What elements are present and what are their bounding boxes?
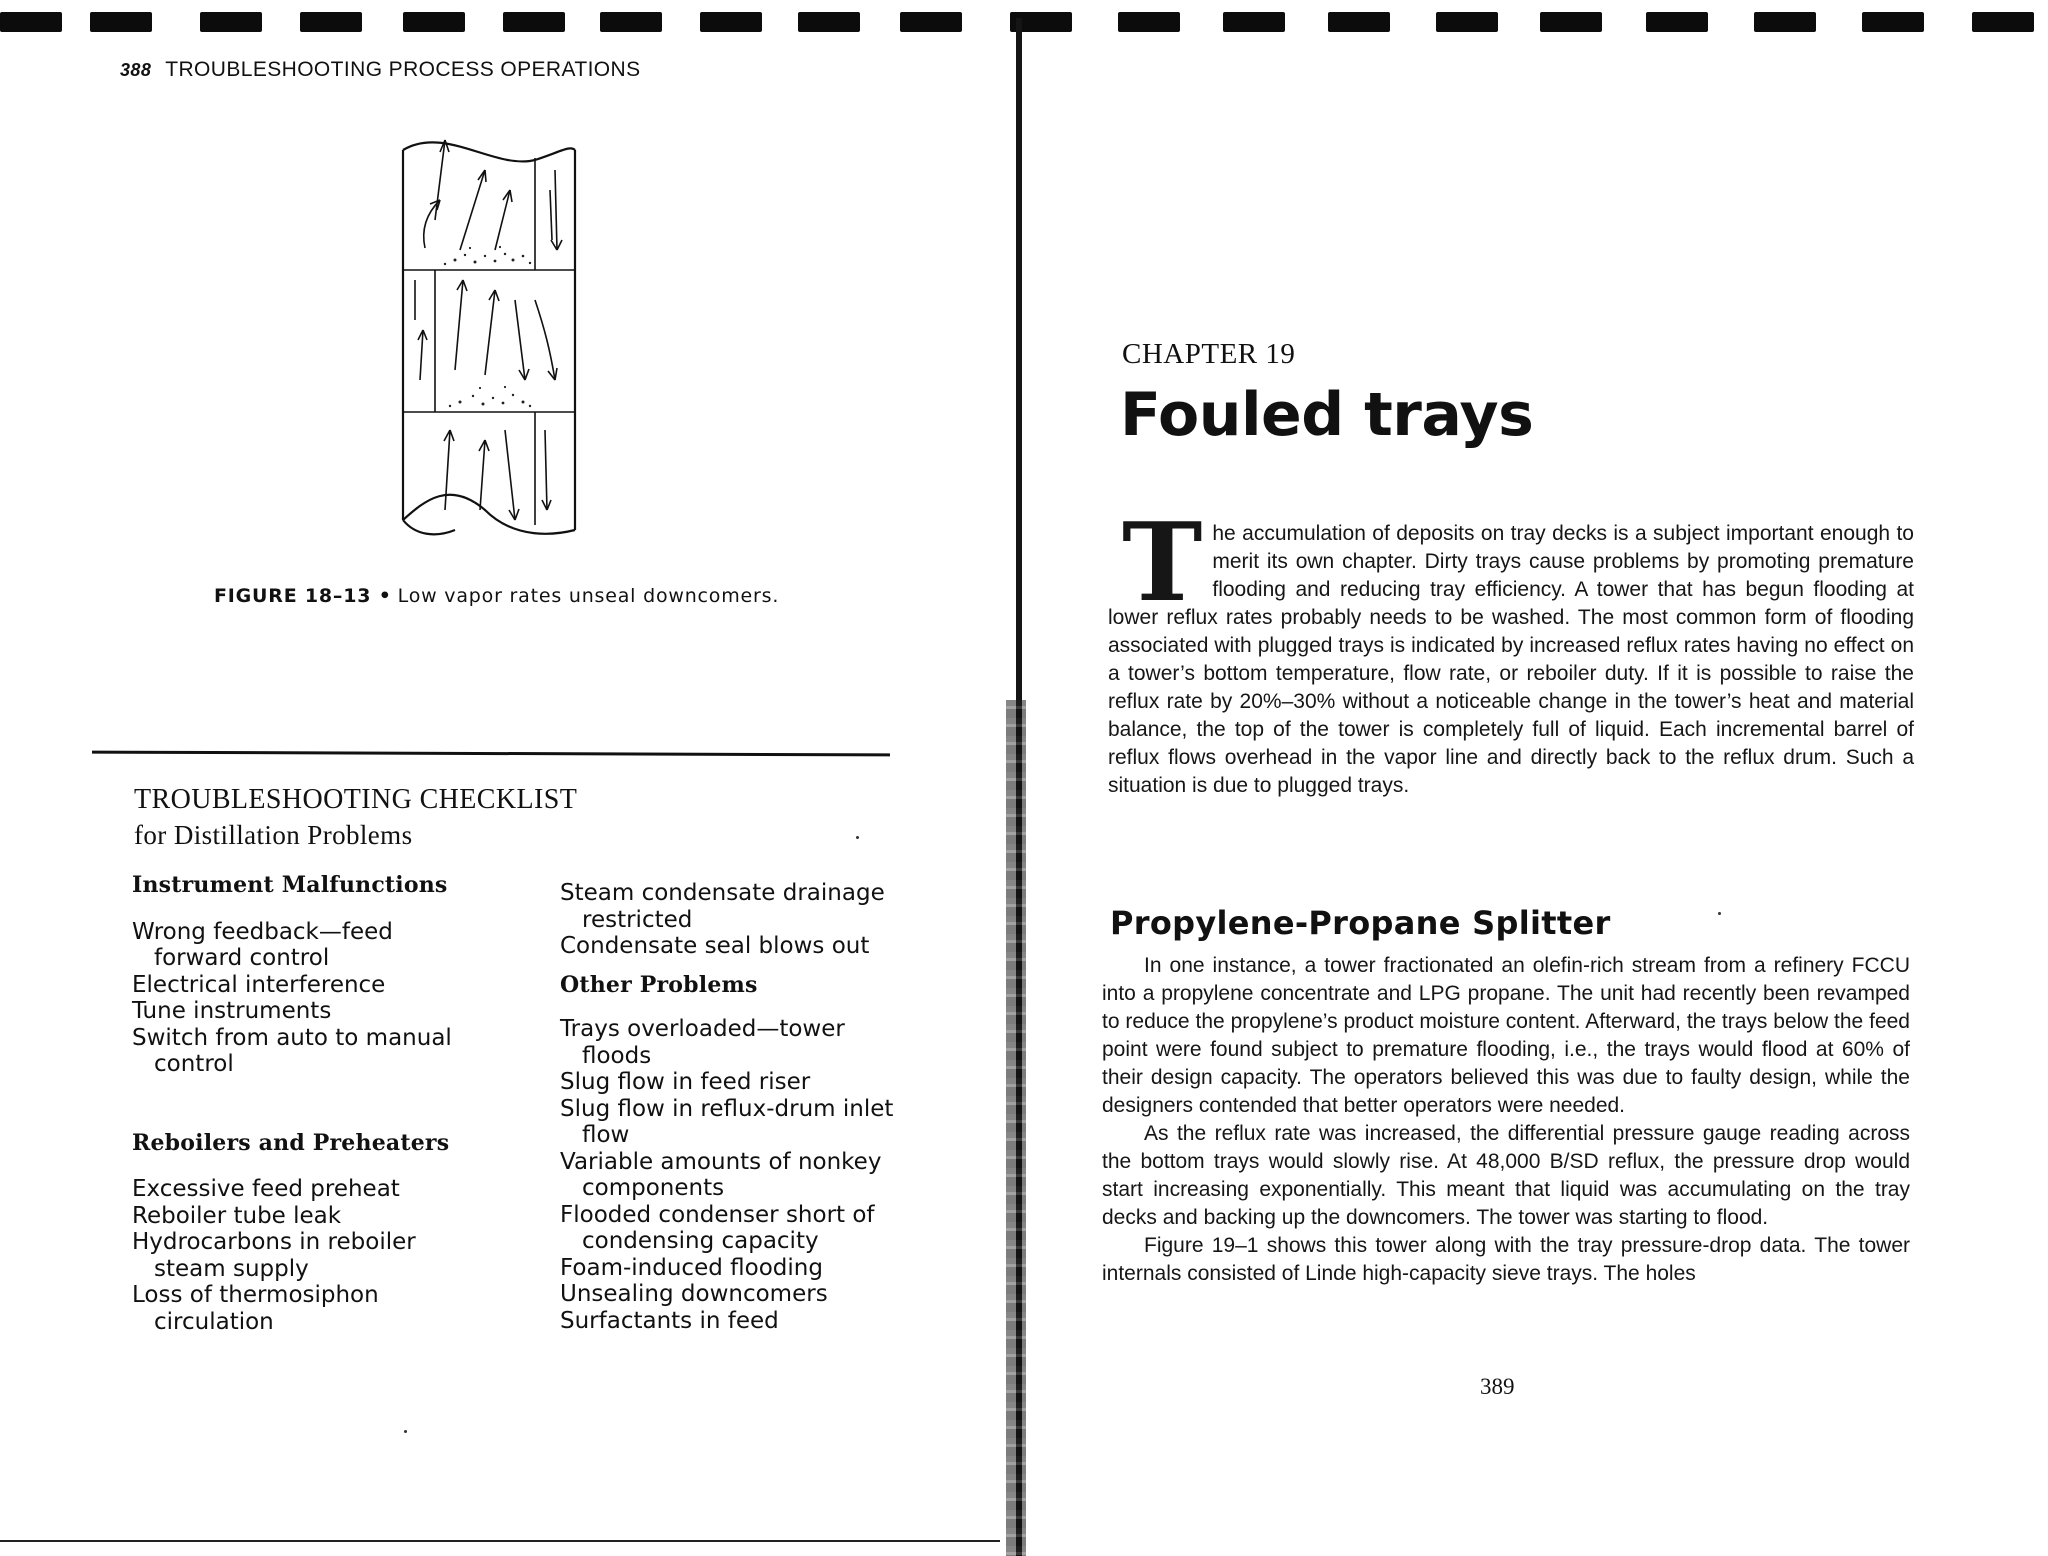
checklist-item: Tune instruments (132, 998, 332, 1024)
page-gutter-shadow (1006, 700, 1026, 1556)
binding-hole (403, 12, 465, 32)
scan-speck (856, 836, 859, 839)
binding-hole (300, 12, 362, 32)
scan-speck (404, 1430, 407, 1433)
intro-text: he accumulation of deposits on tray decks is a subject important enough to merit its own chapter. Dirty trays cause problems by promoting premature flooding and reducing tray efficiency. A tower that has begun flooding at lower reflux rates probably needs to be washed. The most common form of flooding associated with plugged trays is indicated by increased reflux rates having no effect on a tower’s bottom temperature, flow rate, or reboiler duty. If it is possible to raise the reflux rate by 20%–30% without a noticeable change in the tower’s heat and material balance, the top of the tower is completely full of liquid. Each incremental barrel of reflux flows overhead in the vapor line and directly back to the reflux drum. Such a situation is due to plugged trays. (1108, 522, 1914, 797)
checklist-item: Excessive feed preheat (132, 1176, 400, 1202)
checklist-subtitle: for Distillation Problems (134, 820, 413, 850)
binding-hole (1436, 12, 1498, 32)
intro-paragraph (1108, 500, 1914, 800)
checklist-item: Wrong feedback—feed forward control (132, 918, 393, 971)
binding-hole (1540, 12, 1602, 32)
checklist-item: Steam condensate drainage restricted (560, 880, 885, 933)
column-bottom-edge (403, 495, 575, 534)
binding-hole (1862, 12, 1924, 32)
checklist-heading: Other Problems (560, 971, 758, 998)
checklist-column-1 (132, 872, 472, 1335)
checklist-item: Trays overloaded—tower floods (560, 1016, 845, 1069)
checklist-title: TROUBLESHOOTING CHECKLIST (134, 784, 578, 815)
checklist-item: Variable amounts of nonkey components (560, 1148, 882, 1201)
section-body (1102, 952, 1910, 1288)
checklist-column-2 (560, 880, 920, 1334)
body-paragraph: In one instance, a tower fractionated an olefin-rich stream from a refinery FCCU into a propylene concentrate and LPG propane. The unit had recently been revamped to reduce the propylene’s product moisture content. Afterward, the trays below the feed point were found subject to premature flooding, i.e., the trays would flood at 60% of their design capacity. The operators believed this was due to faulty design, while the designers contended that better operators were needed. (1102, 954, 1910, 1117)
column-top-edge (403, 142, 575, 161)
section-heading: Propylene-Propane Splitter (1110, 904, 1611, 942)
body-paragraph: Figure 19–1 shows this tower along with the tray pressure-drop data. The tower internals consisted of Linde high-capacity sieve trays. The holes (1102, 1234, 1910, 1285)
checklist-item: Switch from auto to manual control (132, 1024, 452, 1077)
binding-hole (1972, 12, 2034, 32)
binding-hole (1118, 12, 1180, 32)
chapter-label: CHAPTER 19 (1122, 338, 1296, 370)
binding-hole (600, 12, 662, 32)
checklist-heading: Reboilers and Preheaters (132, 1129, 450, 1156)
binding-holes (0, 0, 2048, 40)
binding-hole (900, 12, 962, 32)
binding-hole (700, 12, 762, 32)
bottom-rule (0, 1540, 1000, 1542)
figure-label: FIGURE 18–13 • (214, 585, 392, 607)
checklist-item: Unsealing downcomers (560, 1281, 828, 1307)
binding-hole (200, 12, 262, 32)
binding-hole (90, 12, 152, 32)
right-page-number: 389 (1480, 1374, 1515, 1399)
binding-hole (1646, 12, 1708, 32)
checklist-item: Foam-induced flooding (560, 1254, 823, 1281)
body-paragraph: As the reflux rate was increased, the differential pressure gauge reading across the bottom trays would slowly rise. At 48,000 B/SD reflux, the pressure drop would start increasing exponentially. This meant that liquid was accumulating on the tray decks and backing up the downcomers. The tower was starting to flood. (1102, 1122, 1910, 1229)
checklist-item: Loss of thermosiphon circulation (132, 1282, 379, 1335)
figure-caption-text: Low vapor rates unseal downcomers. (397, 585, 780, 607)
checklist-item: Slug flow in feed riser (560, 1069, 811, 1095)
binding-hole (0, 12, 62, 32)
checklist-item: Electrical interference (132, 971, 386, 998)
tower-figure (385, 130, 645, 550)
binding-hole (798, 12, 860, 32)
checklist-item: Condensate seal blows out (560, 933, 870, 959)
running-head-text: TROUBLESHOOTING PROCESS OPERATIONS (165, 58, 641, 81)
section-rule (92, 751, 890, 757)
binding-hole (503, 12, 565, 32)
binding-hole (1754, 12, 1816, 32)
left-page-number: 388 (120, 60, 152, 80)
checklist-item: Surfactants in feed (560, 1307, 779, 1334)
binding-hole (1223, 12, 1285, 32)
binding-hole (1328, 12, 1390, 32)
checklist-item: Slug flow in reflux-drum inlet flow (560, 1095, 894, 1148)
figure-caption (214, 585, 779, 607)
checklist-item: Flooded condenser short of condensing capacity (560, 1201, 875, 1254)
scan-speck (1718, 912, 1721, 915)
running-head (120, 58, 641, 82)
checklist-item: Hydrocarbons in reboiler steam supply (132, 1229, 416, 1282)
drop-cap: T (1122, 500, 1203, 626)
checklist-heading: Instrument Malfunctions (132, 872, 448, 898)
checklist-item: Reboiler tube leak (132, 1202, 342, 1229)
chapter-title: Fouled trays (1120, 380, 1534, 450)
